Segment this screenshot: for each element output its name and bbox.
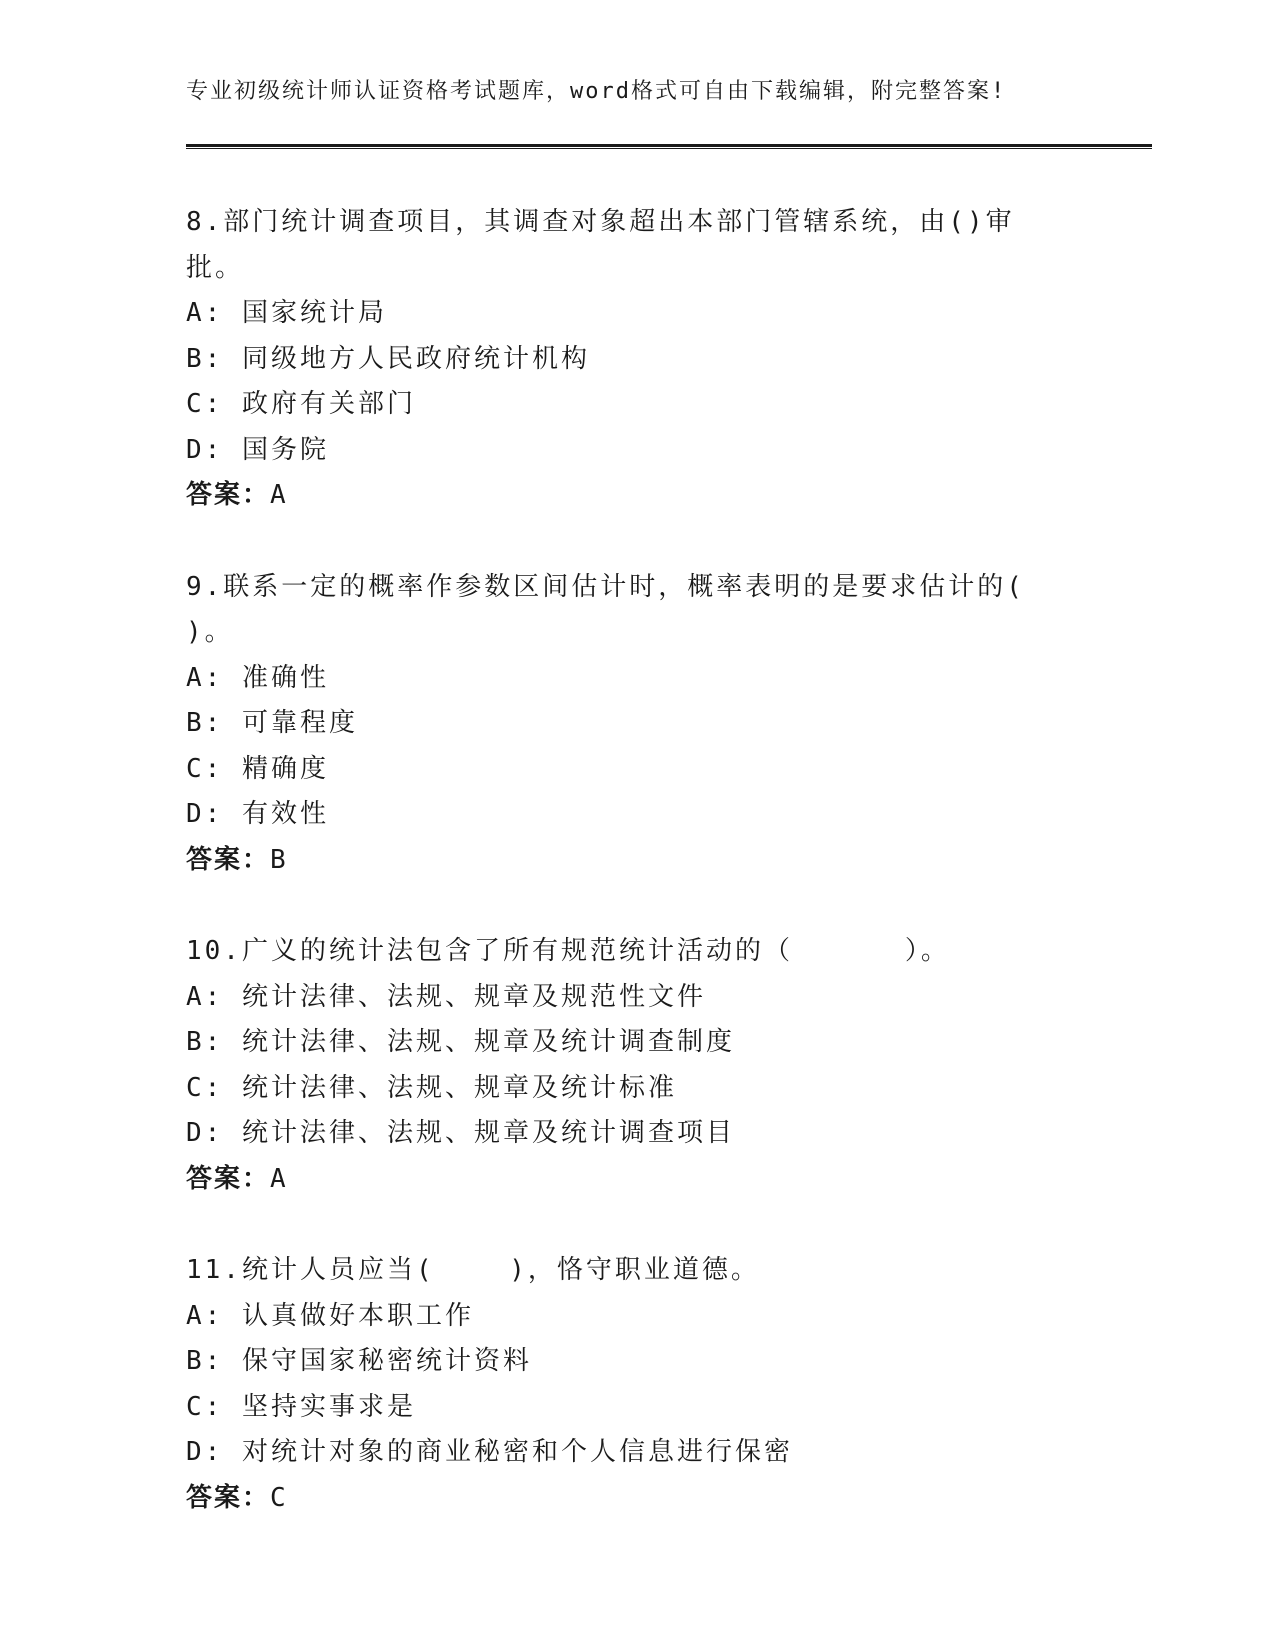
page-header: 专业初级统计师认证资格考试题库，word格式可自由下载编辑，附完整答案!	[186, 79, 1007, 104]
question-stem: 9.联系一定的概率作参数区间估计时，概率表明的是要求估计的( )。	[186, 571, 1025, 647]
option-d: D: 国务院	[186, 434, 329, 465]
answer-line	[186, 1157, 1086, 1203]
answer-line	[186, 473, 1086, 519]
option-c: C: 精确度	[186, 753, 329, 784]
option-b: B: 可靠程度	[186, 708, 358, 738]
question-stem: 8.部门统计调查项目，其调查对象超出本部门管辖系统，由()审批。	[186, 207, 1015, 283]
option-c: C: 坚持实事求是	[186, 1391, 416, 1422]
question-10	[186, 929, 1086, 1202]
option-a: A: 统计法律、法规、规章及规范性文件	[186, 981, 706, 1012]
option-a: A: 国家统计局	[186, 298, 387, 328]
answer-label: 答案：	[186, 1163, 271, 1194]
answer-line	[186, 838, 1086, 884]
header-divider	[186, 144, 1152, 149]
option-d: D: 有效性	[186, 799, 329, 829]
option-b: B: 统计法律、法规、规章及统计调查制度	[186, 1027, 735, 1057]
answer-value: C	[270, 1482, 286, 1513]
option-b: B: 保守国家秘密统计资料	[186, 1346, 532, 1376]
answer-label: 答案：	[186, 480, 271, 510]
question-11	[186, 1248, 1086, 1521]
answer-value: B	[270, 844, 286, 875]
option-b: B: 同级地方人民政府统计机构	[186, 343, 590, 374]
answer-line	[186, 1476, 1086, 1522]
option-a: A: 认真做好本职工作	[186, 1300, 474, 1331]
option-d: D: 统计法律、法规、规章及统计调查项目	[186, 1118, 735, 1148]
answer-label: 答案：	[186, 1482, 271, 1513]
answer-label: 答案：	[186, 844, 271, 875]
option-d: D: 对统计对象的商业秘密和个人信息进行保密	[186, 1437, 793, 1467]
option-c: C: 统计法律、法规、规章及统计标准	[186, 1072, 677, 1103]
answer-value: A	[270, 1163, 286, 1194]
question-8	[186, 200, 1086, 519]
question-stem: 11.统计人员应当( )，恪守职业道德。	[186, 1255, 760, 1285]
question-stem: 10.广义的统计法包含了所有规范统计活动的（ ）。	[186, 936, 950, 966]
question-list	[186, 200, 1086, 1567]
option-c: C: 政府有关部门	[186, 389, 416, 419]
answer-value: A	[270, 480, 286, 510]
question-9	[186, 565, 1086, 884]
option-a: A: 准确性	[186, 662, 329, 693]
